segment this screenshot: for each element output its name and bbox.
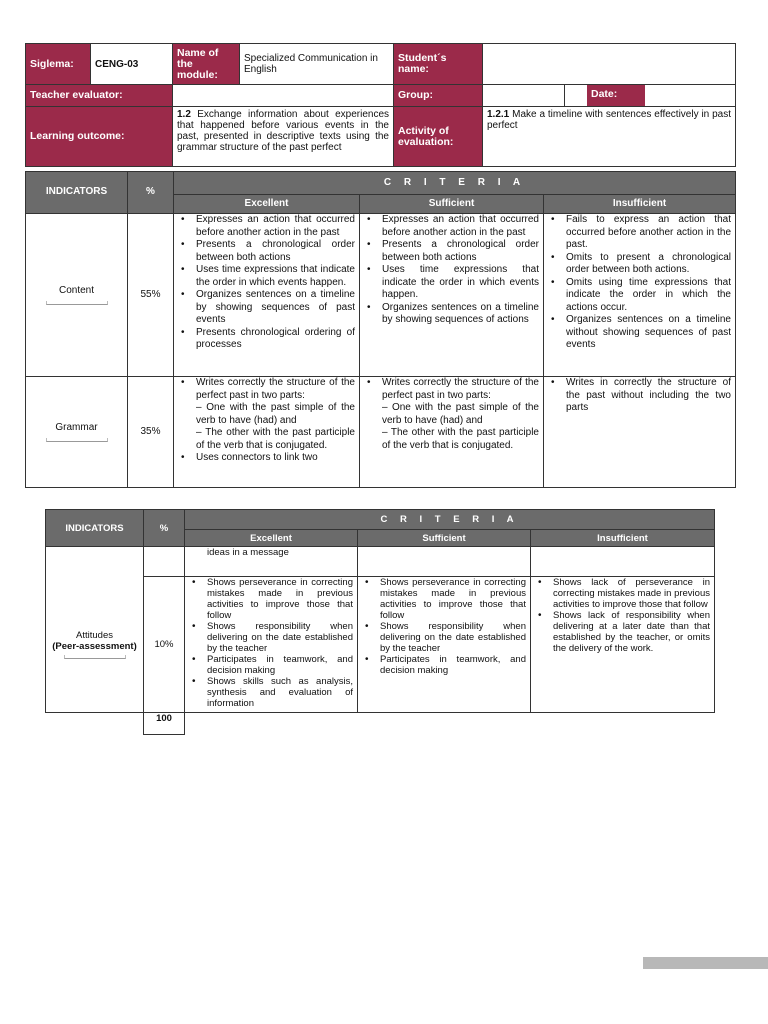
criterion-item: • Uses time expressions that indicate the order in which events happen. (176, 264, 355, 289)
criterion-item: • Shows responsibility when delivering on the date established by the teacher (360, 621, 526, 654)
criterion-item: • Expresses an action that occurred before another action in the past (362, 214, 539, 239)
indicator-score-box[interactable] (46, 301, 108, 305)
percent-grammar: 35% (128, 377, 174, 488)
content-excellent (174, 214, 360, 377)
criterion-item: • Shows lack of perseverance in correcting mistakes made in previous activities to improve those that follow (533, 577, 710, 610)
criterion-item: • Uses time expressions that indicate the order in which events happen. (362, 264, 539, 302)
indicator-label: Attitudes (76, 629, 113, 641)
criterion-item: • Presents chronological ordering of processes (176, 327, 355, 352)
teacher-field[interactable] (173, 85, 394, 107)
module-value: Specialized Communication in English (240, 44, 394, 85)
indicator-continued (46, 547, 144, 577)
percent-continued (144, 547, 185, 577)
activity-label: Activity of evaluation: (394, 107, 483, 167)
total-percent: 100 (144, 713, 185, 735)
indicator-score-box[interactable] (64, 655, 126, 659)
grammar-insufficient (544, 377, 736, 488)
student-label: Student´s name: (394, 44, 483, 85)
criterion-item: • Presents a chronological order between both actions (176, 239, 355, 264)
percent-header: % (128, 172, 174, 214)
criterion-item: • Shows responsibility when delivering on the date established by the teacher (187, 621, 353, 654)
siglema-label: Siglema: (26, 44, 91, 85)
outcome-label: Learning outcome: (26, 107, 173, 167)
grammar-excellent (174, 377, 360, 488)
criterion-item: • Omits to present a chronological order between both actions. (546, 252, 731, 277)
indicator-label: Content (58, 285, 95, 297)
page-footer-bar (643, 957, 768, 969)
outcome-number: 1.2 (177, 109, 191, 120)
criterion-item: • Shows perseverance in correcting mistakes made in previous activities to improve those that follow (360, 577, 526, 621)
group-field[interactable] (483, 85, 565, 107)
header-table (25, 43, 736, 167)
attitudes-sufficient (358, 577, 531, 713)
criterion-subitem: – One with the past simple of the verb to have (had) and (196, 402, 355, 426)
level-insufficient: Insufficient (531, 530, 715, 547)
percent-header: % (144, 510, 185, 547)
criterion-item: • Presents a chronological order between both actions (362, 239, 539, 264)
rubric-table-page2 (45, 509, 715, 735)
date-cell (565, 85, 736, 107)
outcome-text (173, 107, 394, 167)
rubric-table-page1 (25, 171, 736, 488)
total-spacer (46, 713, 144, 735)
criterion-item: • Organizes sentences on a timeline by showing sequences of actions (362, 302, 539, 327)
criterion-item: • Participates in teamwork, and decision making (360, 654, 526, 676)
teacher-label: Teacher evaluator: (26, 85, 173, 107)
content-sufficient (360, 214, 544, 377)
module-label: Name of the module: (173, 44, 240, 85)
criterion-item: • Participates in teamwork, and decision making (187, 654, 353, 676)
indicator-attitudes (46, 577, 144, 713)
indicator-label: Grammar (55, 422, 98, 434)
criterion-item: • Organizes sentences on a timeline by showing sequences of past events (176, 289, 355, 327)
group-label: Group: (394, 85, 483, 107)
criteria-header: C R I T E R I A (174, 172, 736, 195)
activity-number: 1.2.1 (487, 109, 510, 120)
level-sufficient: Sufficient (358, 530, 531, 547)
attitudes-insufficient (531, 577, 715, 713)
criterion-item: • Shows lack of responsibility when delivering at a later date than that established by the teacher, or omits the delivery of the work. (533, 610, 710, 654)
level-insufficient: Insufficient (544, 195, 736, 214)
indicator-sublabel: (Peer-assessment) (52, 640, 137, 652)
siglema-value: CENG-03 (91, 44, 173, 85)
student-name-field[interactable] (483, 44, 736, 85)
activity-text (483, 107, 736, 167)
total-spacer-right (185, 713, 715, 735)
criterion-subitem: – The other with the past participle of the verb that is conjugated. (196, 427, 355, 451)
criterion-subitem: – One with the past simple of the verb to have (had) and (382, 402, 539, 426)
indicator-grammar (26, 377, 128, 488)
level-sufficient: Sufficient (360, 195, 544, 214)
criterion-item: • Organizes sentences on a timeline without showing sequences of past events (546, 314, 731, 352)
percent-attitudes: 10% (144, 577, 185, 713)
content-insufficient (544, 214, 736, 377)
indicator-score-box[interactable] (46, 438, 108, 442)
criterion-continuation: ideas in a message (207, 547, 289, 558)
criterion-item: • Expresses an action that occurred before another action in the past (176, 214, 355, 239)
criterion-item: • Writes in correctly the structure of the past without including the two parts (546, 377, 731, 415)
grammar-insufficient-continued (531, 547, 715, 577)
criterion-item: • Uses connectors to link two (176, 452, 355, 465)
criterion-item: • Writes correctly the structure of the perfect past in two parts: (362, 377, 539, 402)
grammar-excellent-continued (185, 547, 358, 577)
level-excellent: Excellent (185, 530, 358, 547)
percent-content: 55% (128, 214, 174, 377)
criterion-item: • Writes correctly the structure of the perfect past in two parts: (176, 377, 355, 402)
grammar-sufficient-continued (358, 547, 531, 577)
criteria-header: C R I T E R I A (185, 510, 715, 530)
indicators-header: INDICATORS (26, 172, 128, 214)
outcome-description: Exchange information about experiences that happened before various events in the past, presented in descriptive texts using the grammar structure of the past perfect (177, 109, 390, 153)
criterion-item: • Shows skills such as analysis, synthesis and evaluation of information (187, 676, 353, 709)
level-excellent: Excellent (174, 195, 360, 214)
attitudes-excellent (185, 577, 358, 713)
date-field[interactable] (645, 85, 735, 106)
activity-description: Make a timeline with sentences effectively in past perfect (487, 109, 731, 131)
indicators-header: INDICATORS (46, 510, 144, 547)
criterion-item: • Fails to express an action that occurred before another action in the past. (546, 214, 731, 252)
date-label: Date: (587, 85, 645, 106)
criterion-item: • Omits using time expressions that indicate the order in which the actions occur. (546, 277, 731, 315)
criterion-item: • Shows perseverance in correcting mistakes made in previous activities to improve those that follow (187, 577, 353, 621)
criterion-subitem: – The other with the past participle of the verb that is conjugated. (382, 427, 539, 451)
grammar-sufficient (360, 377, 544, 488)
indicator-content (26, 214, 128, 377)
